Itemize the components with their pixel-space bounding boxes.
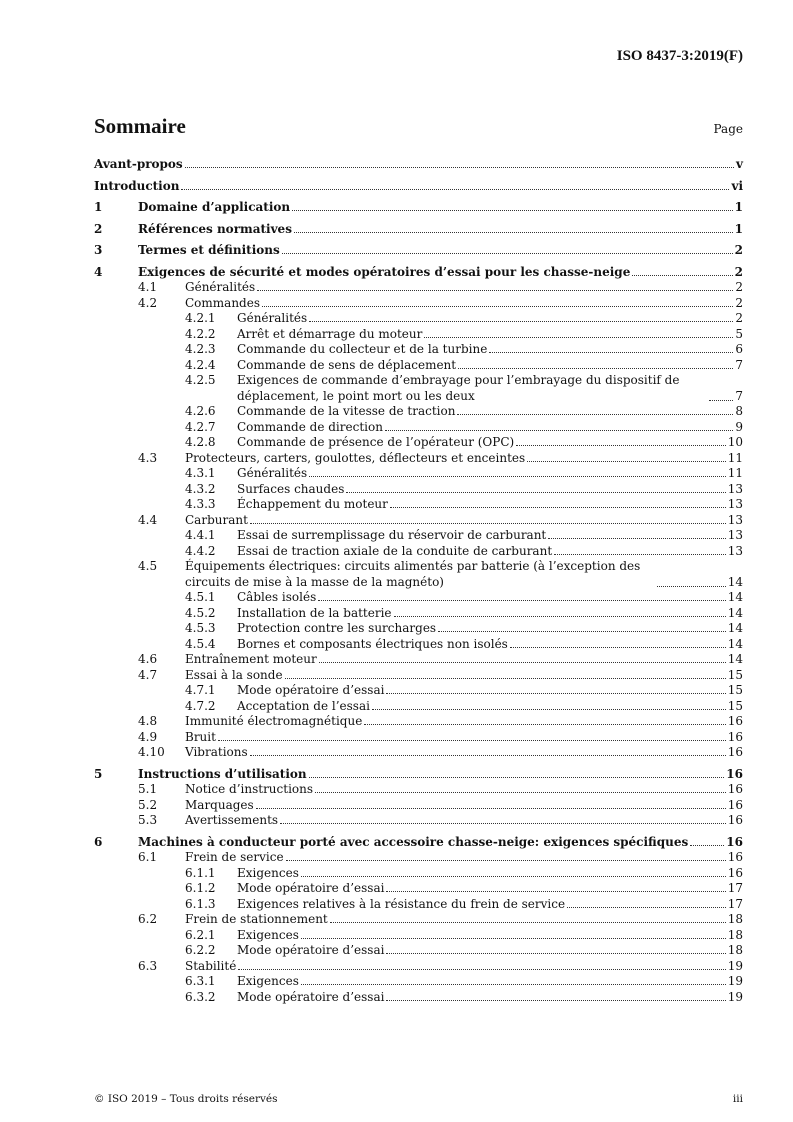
toc-dot-leader [632,275,732,276]
toc-entry-title: Généralités [237,466,308,480]
toc-entry-page: 19 [727,989,743,1004]
toc-dot-leader [394,616,726,617]
toc-entry[interactable] [94,714,743,730]
toc-entry-number: 4.2.3 [185,342,216,356]
toc-entry[interactable] [94,767,743,783]
toc-entry-number: 4 [94,264,103,279]
toc-entry[interactable] [94,327,743,343]
toc-entry-title: Marquages [185,797,254,812]
toc-entry-title: Stabilité [185,958,237,973]
toc-entry[interactable] [94,179,743,195]
toc-dot-leader [390,507,726,508]
toc-entry-number: 4.3 [138,450,158,465]
toc-entry-number: 6.2.1 [185,927,216,942]
toc-entry[interactable] [94,866,743,882]
toc-entry[interactable] [94,928,743,944]
toc-entry-page: 14 [727,652,743,666]
toc-entry[interactable] [94,745,743,761]
toc-entry-title: Essai de traction axiale de la conduite de carburant [237,543,553,558]
toc-entry-page: 18 [727,912,743,926]
toc-dot-leader [709,400,733,401]
toc-entry-page: 14 [727,636,743,651]
toc-entry-title: Exigences relatives à la résistance du frein de service [237,896,566,911]
toc-entry-title: Généralités [185,280,256,294]
toc-entry[interactable] [94,959,743,975]
toc-dot-leader [301,876,726,877]
toc-entry-number: 4.8 [138,714,158,728]
toc-entry-page: 16 [727,865,743,880]
toc-dot-leader [238,969,725,970]
toc-entry[interactable] [94,590,743,606]
toc-dot-leader [690,845,724,846]
toc-entry-title: Vibrations [185,745,248,759]
toc-title-row [94,114,743,139]
toc-entry[interactable] [94,373,743,404]
toc-title: Sommaire [94,114,186,138]
toc-entry[interactable] [94,990,743,1006]
toc-dot-leader [527,461,726,462]
toc-entry-title: Mode opératoire d’essai [237,989,385,1004]
toc-entry-number: 4.2.5 [185,373,216,387]
toc-entry-page: 13 [727,528,743,542]
toc-dot-leader [386,891,725,892]
toc-dot-leader [250,755,726,756]
toc-dot-leader [424,337,733,338]
toc-entry[interactable] [94,265,743,281]
toc-dot-leader [282,253,733,254]
toc-dot-leader [262,306,733,307]
toc-dot-leader [386,1000,725,1001]
toc-entry[interactable] [94,652,743,668]
toc-entry-page: 16 [727,850,743,864]
toc-entry-number: 4.4.2 [185,543,216,558]
toc-entry-number: 4.4.1 [185,528,216,542]
toc-dot-leader [181,189,729,190]
toc-entry[interactable] [94,451,743,467]
toc-entry-page: 16 [726,766,743,781]
toc-dot-leader [510,647,726,648]
toc-entry-number: 3 [94,243,103,257]
toc-entry-page: 1 [734,200,743,214]
toc-entry-page: 2 [734,243,743,257]
toc-entry-title: Généralités [237,311,308,325]
toc-entry-title: Protecteurs, carters, goulottes, déflecteurs et enceintes [185,450,526,465]
toc-entry-page: 2 [735,280,743,294]
toc-entry-number: 4.10 [138,745,165,759]
toc-entry-number: 5 [94,766,103,781]
toc-entry-number: 4.5 [138,559,158,573]
toc-entry[interactable] [94,683,743,699]
toc-entry-title: Surfaces chaudes [237,481,345,496]
toc-dot-leader [489,352,733,353]
toc-entry[interactable] [94,342,743,358]
toc-entry[interactable] [94,943,743,959]
toc-entry[interactable] [94,974,743,990]
toc-entry-page: 17 [727,881,743,895]
toc-dot-leader [330,922,726,923]
toc-entry[interactable] [94,513,743,529]
toc-entry-page: 16 [727,782,743,796]
toc-entry-number: 5.2 [138,797,158,812]
toc-entry-page: 13 [727,543,743,558]
toc-entry[interactable] [94,311,743,327]
toc-entry-number: 6.1.1 [185,865,216,880]
toc-dot-leader [292,210,733,211]
toc-entry-page: 11 [727,466,743,480]
toc-entry-page: 9 [735,419,743,434]
toc-entry-number: 6.3 [138,958,158,973]
toc-entry[interactable] [94,296,743,312]
toc-entry-page: 14 [727,605,743,620]
toc-dot-leader [257,290,733,291]
toc-entry[interactable] [94,420,743,436]
toc-entry-title: Carburant [185,512,248,527]
toc-entry-number: 1 [94,200,103,214]
toc-entry-number: 4.6 [138,652,158,666]
toc-entry-title: Protection contre les surcharges [237,621,437,635]
toc-entry-title: Commande de sens de déplacement [237,357,457,372]
toc-dot-leader [386,953,725,954]
toc-entry-page: 6 [735,342,743,356]
toc-dot-leader [280,823,726,824]
document-id: ISO 8437-3:2019(F) [616,48,743,64]
toc-entry[interactable] [94,881,743,897]
toc-entry[interactable] [94,200,743,216]
toc-dot-leader [301,938,726,939]
toc-entry-number: 4.5.4 [185,636,216,651]
toc-dot-leader [285,678,726,679]
toc-dot-leader [385,430,733,431]
toc-entry-page: 16 [726,834,743,849]
toc-entry-title: Commande de direction [237,419,383,434]
toc-entry-title: Domaine d’application [138,200,291,214]
toc-entry-number: 6.2 [138,912,158,926]
toc-entry[interactable] [94,466,743,482]
table-of-contents [94,157,743,1005]
toc-dot-leader [319,662,726,663]
toc-entry-number: 4.5.1 [185,590,216,604]
toc-dot-leader [458,368,733,369]
toc-entry-page: 14 [727,590,743,604]
toc-entry-page: v [736,157,743,171]
toc-entry-title: Mode opératoire d’essai [237,683,385,697]
toc-dot-leader [554,554,726,555]
toc-entry-page: 8 [735,404,743,418]
toc-entry-page: 19 [727,958,743,973]
toc-entry-title: Mode opératoire d’essai [237,881,385,895]
toc-entry[interactable] [94,912,743,928]
toc-entry-number: 4.7.1 [185,683,216,697]
toc-entry-title: Bornes et composants électriques non isolés [237,636,508,651]
toc-entry-title: Équipements électriques: circuits alimentés par batterie (à l’exception des circuits de mise à la masse de la magnéto) [185,559,641,589]
toc-dot-leader [386,693,725,694]
toc-dot-leader [309,777,725,778]
toc-dot-leader [294,232,733,233]
toc-entry-title: Exigences [237,974,299,988]
toc-entry[interactable] [94,528,743,544]
toc-entry-number: 4.2.7 [185,419,216,434]
toc-entry-title: Notice d’instructions [185,782,314,796]
toc-entry-page: 16 [727,745,743,759]
toc-dot-leader [548,538,725,539]
toc-dot-leader [372,709,726,710]
toc-entry-number: 6.2.2 [185,943,216,957]
toc-entry[interactable] [94,621,743,637]
toc-entry-number: 5.3 [138,813,158,827]
toc-entry-page: 16 [727,813,743,827]
toc-entry[interactable] [94,559,743,590]
toc-entry-number: 4.2.6 [185,404,216,418]
toc-entry[interactable] [94,544,743,560]
toc-entry[interactable] [94,243,743,259]
toc-entry[interactable] [94,404,743,420]
page-number: iii [732,1093,743,1105]
toc-entry-page: 11 [727,450,743,465]
toc-entry-number: 4.5.2 [185,605,216,620]
toc-entry-page: 2 [735,295,743,310]
toc-entry-title: Frein de service [185,850,284,864]
toc-entry-page: 19 [727,974,743,988]
toc-entry-title: Exigences [237,865,299,880]
toc-entry[interactable] [94,813,743,829]
toc-entry-page: 2 [735,311,743,325]
toc-dot-leader [309,476,726,477]
toc-entry[interactable] [94,482,743,498]
toc-entry-title: Commande de la vitesse de traction [237,404,456,418]
toc-entry[interactable] [94,699,743,715]
toc-entry-page: 5 [735,326,743,341]
toc-entry-title: Essai de surremplissage du réservoir de carburant [237,528,547,542]
toc-entry-page: 13 [727,497,743,511]
toc-dot-leader [567,907,726,908]
toc-entry-title: Avertissements [185,813,279,827]
toc-dot-leader [438,631,726,632]
toc-entry-number: 4.9 [138,729,158,744]
toc-entry-title: Exigences [237,927,299,942]
toc-entry[interactable] [94,897,743,913]
toc-entry[interactable] [94,668,743,684]
toc-entry[interactable] [94,798,743,814]
toc-entry-number: 4.2 [138,295,158,310]
toc-entry-title: Acceptation de l’essai [237,698,370,713]
toc-dot-leader [250,523,726,524]
toc-entry-page: 7 [735,388,743,403]
toc-dot-leader [318,600,725,601]
toc-dot-leader [346,492,725,493]
toc-entry-number: 6.1.2 [185,881,216,895]
toc-dot-leader [657,586,726,587]
toc-entry-title: Essai à la sonde [185,667,283,682]
toc-entry-title: Références normatives [138,221,292,236]
toc-entry-page: 13 [727,512,743,527]
toc-entry-page: 1 [734,221,743,236]
toc-entry-page: 14 [727,621,743,635]
toc-entry-page: 15 [727,667,743,682]
toc-dot-leader [457,414,733,415]
toc-entry-title: Instructions d’utilisation [138,766,307,781]
toc-entry-page: 16 [727,729,743,744]
toc-dot-leader [286,860,726,861]
toc-entry-number: 5.1 [138,782,158,796]
toc-entry-number: 6 [94,834,103,849]
toc-entry[interactable] [94,497,743,513]
toc-entry[interactable] [94,435,743,451]
toc-dot-leader [185,167,734,168]
toc-entry-number: 4.2.4 [185,357,216,372]
toc-entry-page: 14 [727,574,743,589]
toc-entry-number: 4.1 [138,280,158,294]
copyright-notice: © ISO 2019 – Tous droits réservés [94,1093,278,1105]
toc-entry-number: 4.7.2 [185,698,216,713]
toc-entry-number: 4.3.2 [185,481,216,496]
toc-entry-page: 16 [727,714,743,728]
toc-entry-title: Exigences de commande d’embrayage pour l’embrayage du dispositif de déplacement, le point mort ou les deux [237,373,680,403]
toc-entry-page: 13 [727,481,743,496]
toc-entry-number: 4.3.3 [185,497,216,511]
toc-entry-title: Arrêt et démarrage du moteur [237,326,423,341]
toc-entry[interactable] [94,606,743,622]
toc-entry-title: Introduction [94,178,180,193]
toc-dot-leader [218,740,726,741]
toc-entry-title: Échappement du moteur [237,497,388,511]
toc-entry[interactable] [94,835,743,851]
toc-entry-title: Commande de présence de l’opérateur (OPC) [237,435,515,449]
toc-entry-page: 16 [727,797,743,812]
toc-entry[interactable] [94,850,743,866]
toc-entry-page: 18 [727,927,743,942]
toc-entry-number: 2 [94,221,103,236]
toc-dot-leader [256,808,726,809]
toc-entry-number: 4.5.3 [185,621,216,635]
toc-entry-page: 2 [734,264,743,279]
toc-entry[interactable] [94,358,743,374]
toc-entry-page: vi [731,178,743,193]
toc-dot-leader [315,792,726,793]
toc-entry-number: 6.1 [138,850,158,864]
toc-entry-number: 6.1.3 [185,896,216,911]
toc-dot-leader [301,984,726,985]
toc-entry[interactable] [94,730,743,746]
toc-entry-page: 15 [727,683,743,697]
toc-entry[interactable] [94,782,743,798]
toc-entry-title: Mode opératoire d’essai [237,943,385,957]
toc-entry-number: 4.2.2 [185,326,216,341]
toc-entry-title: Bruit [185,729,216,744]
toc-entry[interactable] [94,157,743,173]
toc-entry-number: 4.2.1 [185,311,216,325]
toc-entry-title: Avant-propos [94,157,183,171]
toc-dot-leader [309,321,733,322]
toc-entry-page: 15 [727,698,743,713]
toc-entry-title: Exigences de sécurité et modes opératoires d’essai pour les chasse-neige [138,264,631,279]
toc-entry-title: Installation de la batterie [237,605,392,620]
toc-entry-number: 6.3.2 [185,989,216,1004]
toc-entry-title: Commande du collecteur et de la turbine [237,342,488,356]
toc-entry-title: Frein de stationnement [185,912,328,926]
toc-entry-number: 4.2.8 [185,435,216,449]
page-column-label: Page [713,122,743,136]
toc-entry[interactable] [94,222,743,238]
toc-entry-title: Machines à conducteur porté avec accessoire chasse-neige: exigences spécifiques [138,834,689,849]
toc-entry-title: Câbles isolés [237,590,317,604]
toc-entry-title: Termes et définitions [138,243,280,257]
toc-entry-number: 4.7 [138,667,158,682]
toc-entry-page: 18 [727,943,743,957]
toc-entry-number: 6.3.1 [185,974,216,988]
toc-entry-title: Immunité électromagnétique [185,714,363,728]
toc-entry-number: 4.3.1 [185,466,216,480]
toc-entry-page: 7 [735,357,743,372]
toc-entry-number: 4.4 [138,512,158,527]
toc-entry-page: 10 [727,435,743,449]
toc-dot-leader [364,724,725,725]
toc-entry[interactable] [94,637,743,653]
toc-entry[interactable] [94,280,743,296]
page-footer [94,1093,743,1105]
toc-entry-title: Entraînement moteur [185,652,317,666]
toc-entry-page: 17 [727,896,743,911]
toc-entry-title: Commandes [185,295,260,310]
toc-dot-leader [516,445,726,446]
